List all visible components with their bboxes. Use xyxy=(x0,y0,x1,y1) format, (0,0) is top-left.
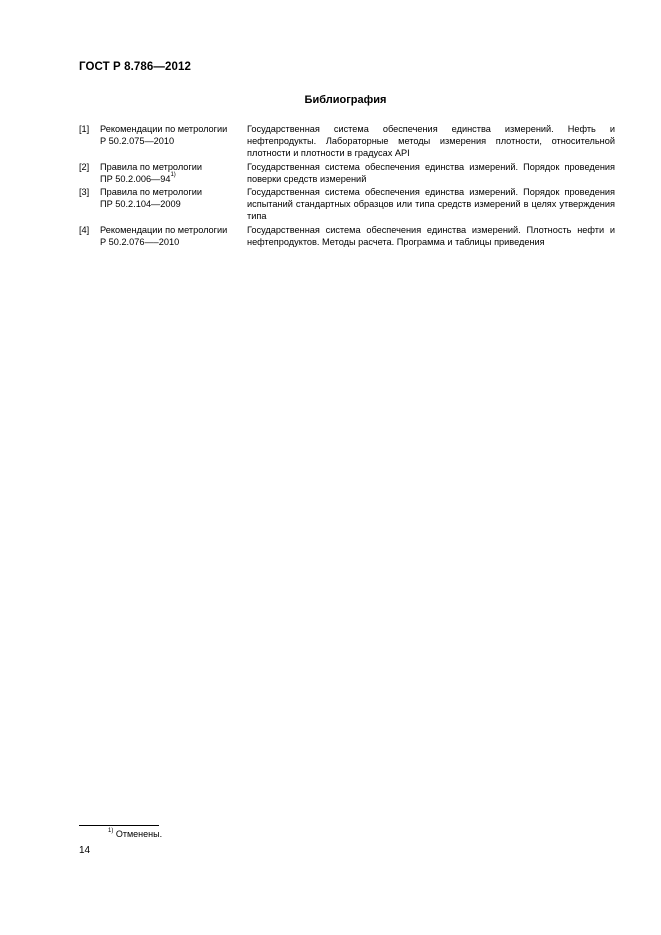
footnote-reference: 1) xyxy=(170,172,176,179)
footnote-divider xyxy=(79,825,159,826)
entry-document xyxy=(100,224,247,248)
bibliography-entry xyxy=(79,224,615,248)
bibliography-list xyxy=(79,123,615,249)
entry-doc-id: ПР 50.2.006—94 xyxy=(100,173,171,184)
entry-doc-type: Правила по метрологии xyxy=(100,161,203,172)
entry-number: [3] xyxy=(79,187,90,197)
bibliography-entry xyxy=(79,161,615,185)
entry-description: Государственная система обеспечения единства измерений. Порядок проведения испытаний стандартных образцов или типа средств измерений в целях утверждения типа xyxy=(247,187,615,221)
entry-doc-id: Р 50.2.075—2010 xyxy=(100,136,175,146)
entry-doc-type: Рекомендации по метрологии xyxy=(100,224,228,235)
entry-number: [2] xyxy=(79,161,90,172)
entry-description: Государственная система обеспечения единства измерений. Плотность нефти и нефтепродуктов. Методы расчета. Программа и таблицы приведения xyxy=(247,224,615,247)
entry-document xyxy=(100,123,247,159)
footnote xyxy=(108,829,162,839)
footnote-text: Отменены. xyxy=(115,829,163,839)
bibliography-entry xyxy=(79,186,615,222)
bibliography-entry xyxy=(79,123,615,159)
section-title: Библиография xyxy=(304,94,387,106)
entry-doc-type: Рекомендации по метрологии xyxy=(100,124,228,134)
entry-description: Государственная система обеспечения единства измерений. Нефть и нефтепродукты. Лабораторные методы измерения плотности, относительной плотности и плотности в градусах API xyxy=(247,124,615,158)
entry-document xyxy=(100,186,247,222)
entry-document xyxy=(100,161,247,185)
footnote-mark: 1) xyxy=(108,828,114,834)
entry-doc-id: Р 50.2.076—–2010 xyxy=(100,236,180,247)
entry-number: [1] xyxy=(79,124,90,134)
entry-doc-type: Правила по метрологии xyxy=(100,187,203,197)
entry-doc-id-line xyxy=(100,173,247,185)
entry-number: [4] xyxy=(79,224,90,235)
entry-description: Государственная система обеспечения единства измерений. Порядок проведения поверки средств измерений xyxy=(247,161,615,184)
entry-doc-id: ПР 50.2.104—2009 xyxy=(100,199,181,209)
document-code: ГОСТ Р 8.786—2012 xyxy=(79,61,191,73)
page-number: 14 xyxy=(79,845,91,856)
